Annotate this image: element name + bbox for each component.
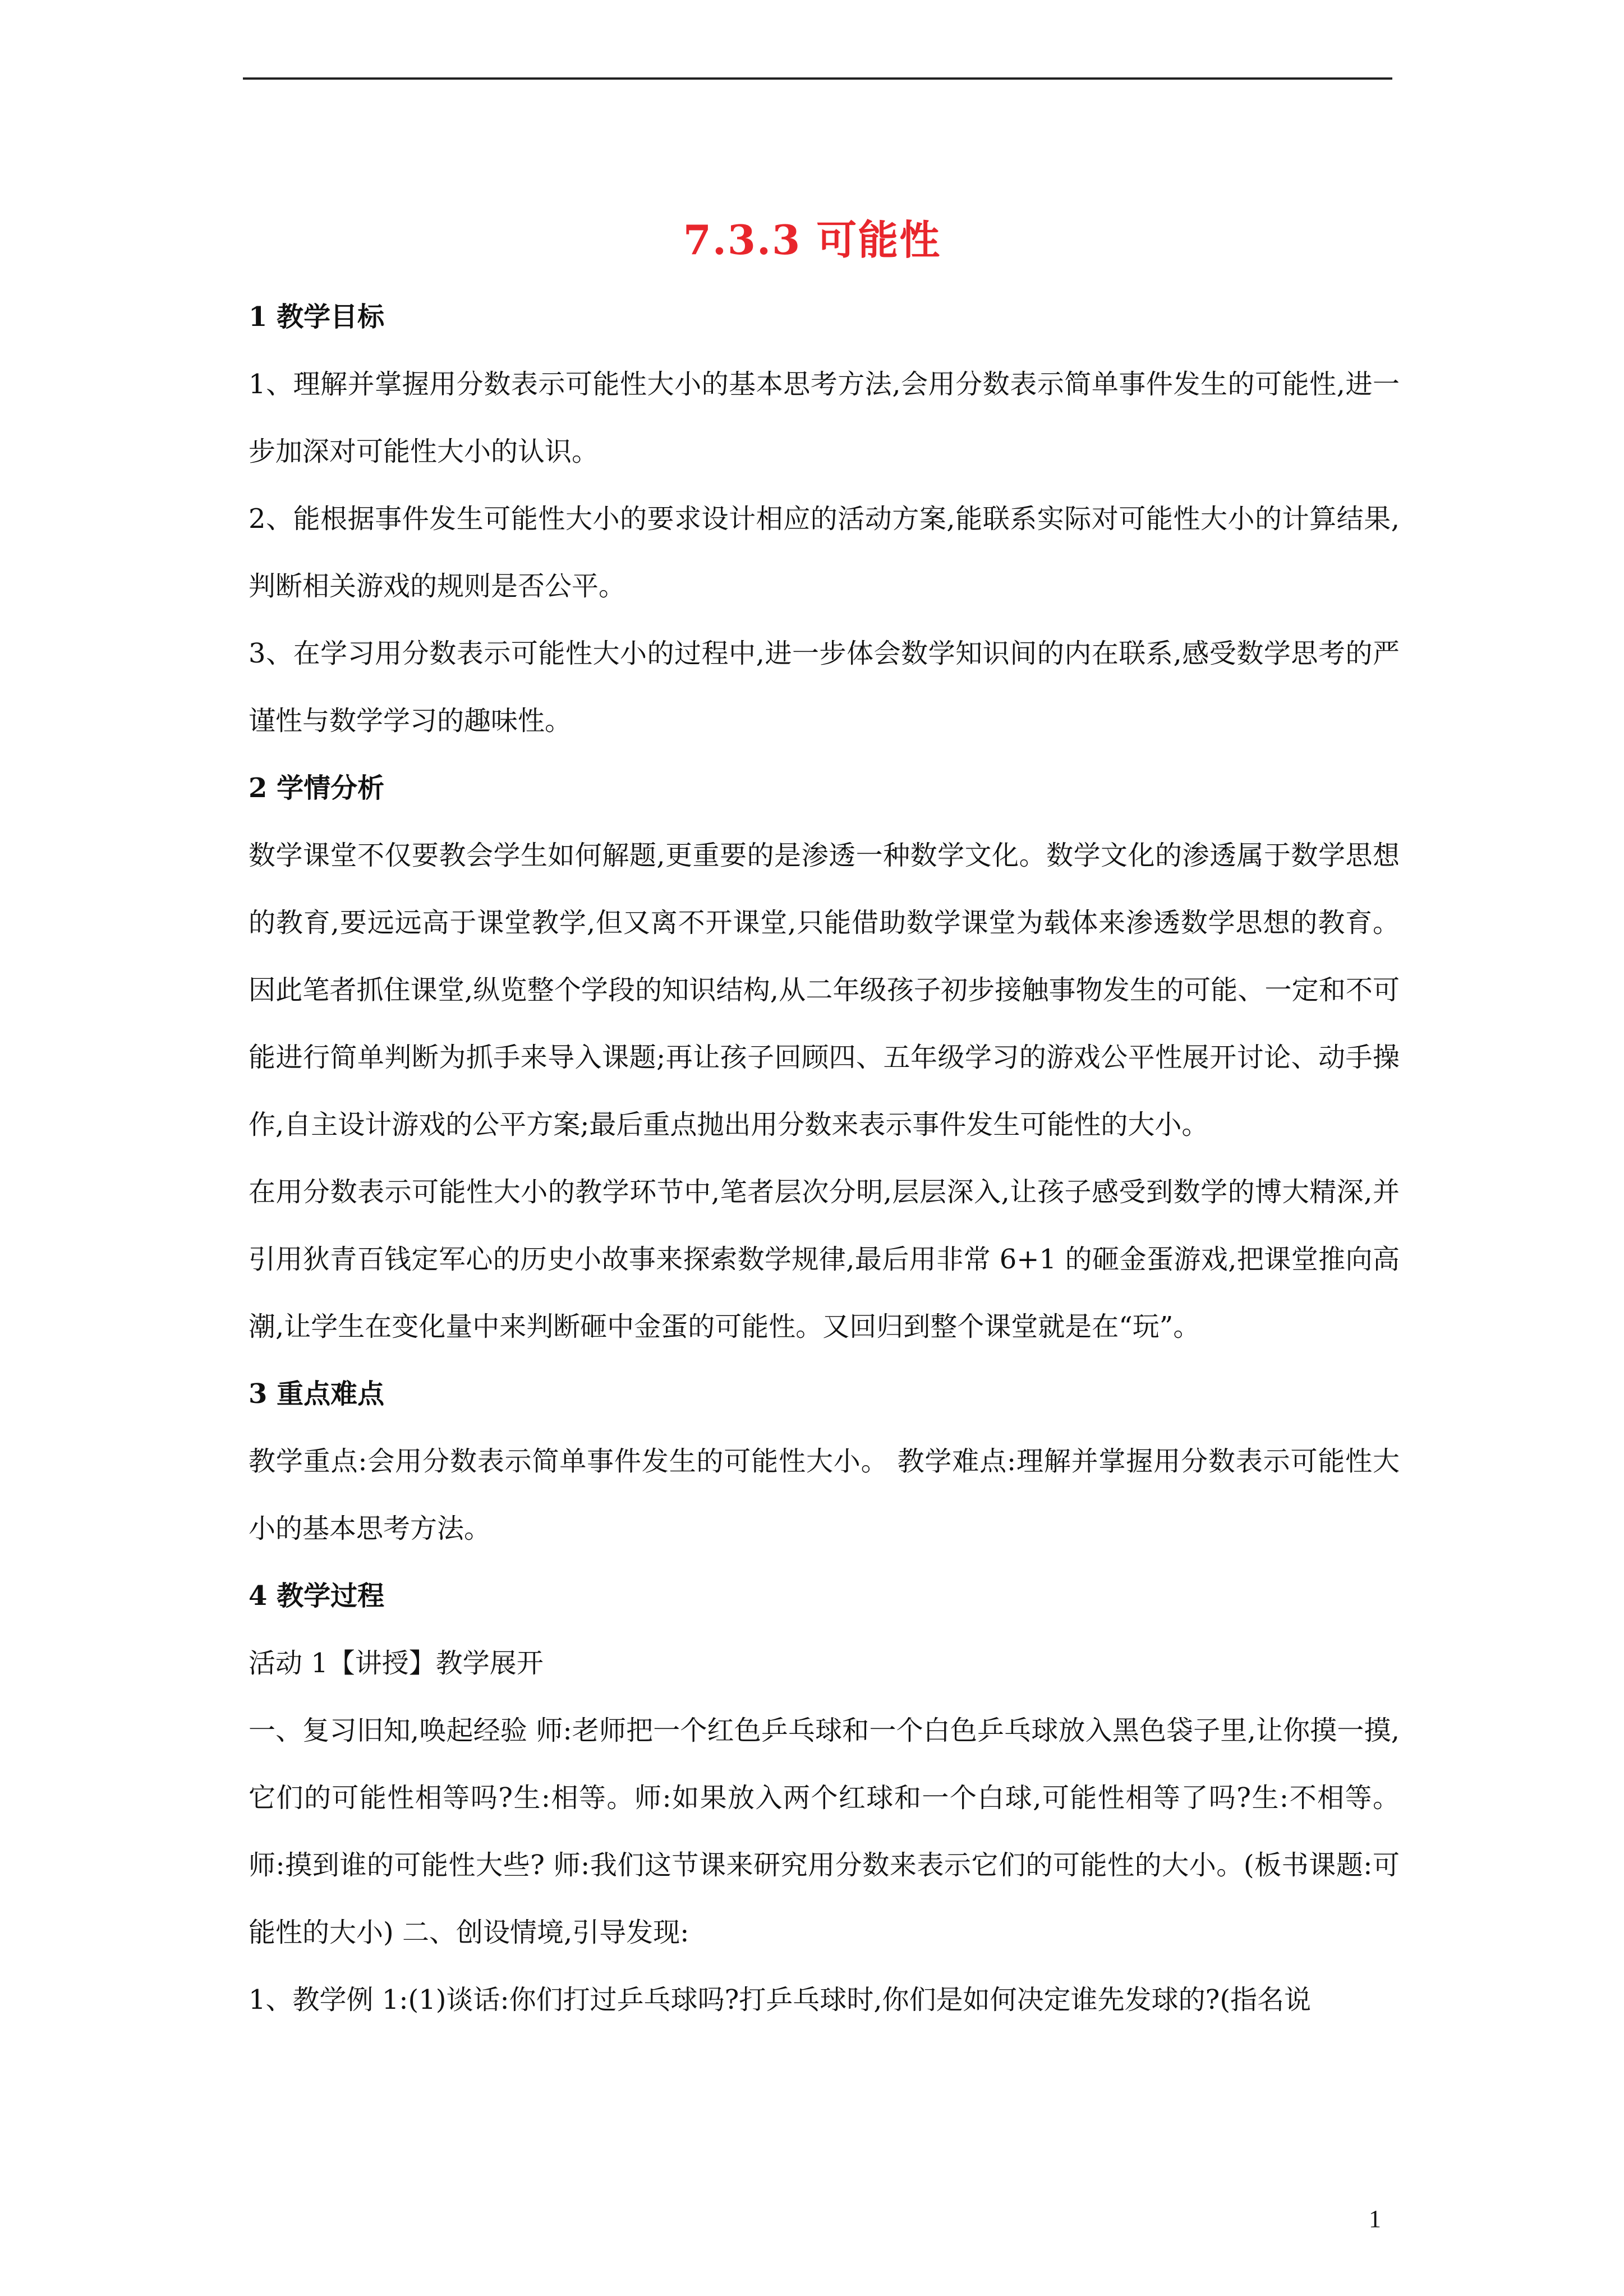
section-analysis	[249, 754, 1400, 1360]
section-key-points	[249, 1360, 1400, 1562]
paragraph: 3、在学习用分数表示可能性大小的过程中,进一步体会数学知识间的内在联系,感受数学思考的严谨性与数学学习的趣味性。	[249, 638, 1400, 737]
paragraph: 一、复习旧知,唤起经验 师:老师把一个红色乒乓球和一个白色乒乓球放入黑色袋子里,让你摸一摸,它们的可能性相等吗?生:相等。师:如果放入两个红球和一个白球,可能性相等了吗?生:不相等。 师:摸到谁的可能性大些? 师:我们这节课来研究用分数来表示它们的可能性的大小。(板书课题:可能性的大小) 二、创设情境,引导发现:	[249, 1715, 1400, 1948]
section-heading: 2 学情分析	[249, 772, 385, 804]
section-heading: 3 重点难点	[249, 1378, 385, 1410]
paragraph: 1、教学例 1:(1)谈话:你们打过乒乓球吗?打乒乓球时,你们是如何决定谁先发球的?(指名说	[249, 1984, 1312, 2016]
paragraph: 数学课堂不仅要教会学生如何解题,更重要的是渗透一种数学文化。数学文化的渗透属于数学思想的教育,要远远高于课堂教学,但又离不开课堂,只能借助数学课堂为载体来渗透数学思想的教育。因此笔者抓住课堂,纵览整个学段的知识结构,从二年级孩子初步接触事物发生的可能、一定和不可能进行简单判断为抓手来导入课题;再让孩子回顾四、五年级学习的游戏公平性展开讨论、动手操作,自主设计游戏的公平方案;最后重点抛出用分数来表示事件发生可能性的大小。	[249, 840, 1400, 1140]
section-objectives	[249, 283, 1400, 754]
page-number: 1	[1369, 2205, 1381, 2233]
paragraph: 在用分数表示可能性大小的教学环节中,笔者层次分明,层层深入,让孩子感受到数学的博大精深,并引用狄青百钱定军心的历史小故事来探索数学规律,最后用非常 6+1 的砸金蛋游戏,把课堂推向高潮,让学生在变化量中来判断砸中金蛋的可能性。又回归到整个课堂就是在“玩”。	[249, 1176, 1400, 1342]
section-heading: 4 教学过程	[249, 1580, 385, 1612]
paragraph: 1、理解并掌握用分数表示可能性大小的基本思考方法,会用分数表示简单事件发生的可能性,进一步加深对可能性大小的认识。	[249, 369, 1400, 467]
paragraph: 活动 1【讲授】教学展开	[249, 1648, 544, 1679]
document-body	[249, 283, 1400, 2033]
section-heading: 1 教学目标	[249, 301, 385, 333]
section-process	[249, 1562, 1400, 2033]
paragraph: 2、能根据事件发生可能性大小的要求设计相应的活动方案,能联系实际对可能性大小的计算结果,判断相关游戏的规则是否公平。	[249, 503, 1400, 602]
header-rule	[243, 77, 1392, 80]
paragraph: 教学重点:会用分数表示简单事件发生的可能性大小。 教学难点:理解并掌握用分数表示可能性大小的基本思考方法。	[249, 1446, 1400, 1544]
page-title: 7.3.3 可能性	[683, 216, 941, 264]
